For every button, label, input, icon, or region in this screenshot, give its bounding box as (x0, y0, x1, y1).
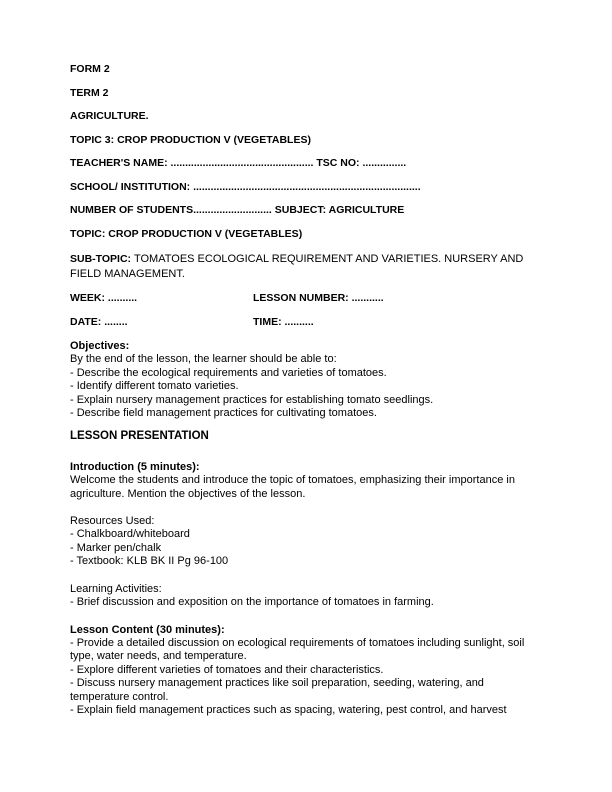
introduction-heading: Introduction (5 minutes): (70, 460, 200, 473)
term-line: TERM 2 (70, 86, 109, 99)
activity-item: - Brief discussion and exposition on the importance of tomatoes in farming. (70, 596, 434, 609)
objectives-intro: By the end of the lesson, the learner should be able to: (70, 353, 337, 366)
school-institution-line: SCHOOL/ INSTITUTION: .............................................................................. (70, 180, 421, 193)
content-item: - Explore different varieties of tomatoes and their characteristics. (70, 663, 384, 676)
objectives-heading: Objectives: (70, 340, 130, 352)
subtopic-label: SUB-TOPIC: (70, 253, 134, 265)
time-field: TIME: .......... (253, 315, 314, 328)
teacher-tsc-line: TEACHER'S NAME: ................................................. TSC NO: ............... (70, 157, 407, 169)
resources-heading: Resources Used: (70, 515, 155, 528)
resource-item: - Textbook: KLB BK II Pg 96-100 (70, 555, 229, 568)
document-content (70, 64, 542, 717)
subtopic-line (70, 252, 542, 282)
introduction-body: Welcome the students and introduce the topic of tomatoes, emphasizing their importance in agriculture. Mention the objectives of the lesson. (70, 474, 515, 500)
objective-item: - Identify different tomato varieties. (70, 380, 239, 393)
lesson-number-field: LESSON NUMBER: ........... (253, 292, 384, 304)
objective-item: - Explain nursery management practices for establishing tomato seedlings. (70, 393, 434, 406)
subtopic-text: TOMATOES ECOLOGICAL REQUIREMENT AND VARIETIES. NURSERY AND FIELD MANAGEMENT. (70, 253, 524, 280)
objective-item: - Describe the ecological requirements and varieties of tomatoes. (70, 366, 387, 379)
resource-item: - Chalkboard/whiteboard (70, 528, 190, 541)
topic-line: TOPIC: CROP PRODUCTION V (VEGETABLES) (70, 227, 303, 240)
content-item: - Provide a detailed discussion on ecological requirements of tomatoes including sunlight, soil type, water needs, and temperature. (70, 636, 525, 663)
date-field: DATE: ........ (70, 315, 128, 328)
students-subject-line: NUMBER OF STUDENTS........................... SUBJECT: AGRICULTURE (70, 204, 405, 216)
topic3-line: TOPIC 3: CROP PRODUCTION V (VEGETABLES) (70, 133, 311, 146)
lesson-content-heading: Lesson Content (30 minutes): (70, 623, 225, 636)
resource-item: - Marker pen/chalk (70, 541, 162, 554)
objective-item: - Describe field management practices for cultivating tomatoes. (70, 407, 377, 420)
content-item: - Explain field management practices such as spacing, watering, pest control, and harvest (70, 703, 507, 716)
form-line: FORM 2 (70, 63, 110, 75)
content-item: - Discuss nursery management practices like soil preparation, seeding, watering, and temperature control. (70, 677, 484, 703)
date-time-line (70, 317, 542, 329)
lesson-presentation-heading: LESSON PRESENTATION (70, 430, 209, 443)
subject-title-line: AGRICULTURE. (70, 110, 149, 122)
learning-activities-heading: Learning Activities: (70, 582, 162, 595)
week-field: WEEK: .......... (70, 292, 138, 304)
week-lesson-line (70, 293, 542, 305)
